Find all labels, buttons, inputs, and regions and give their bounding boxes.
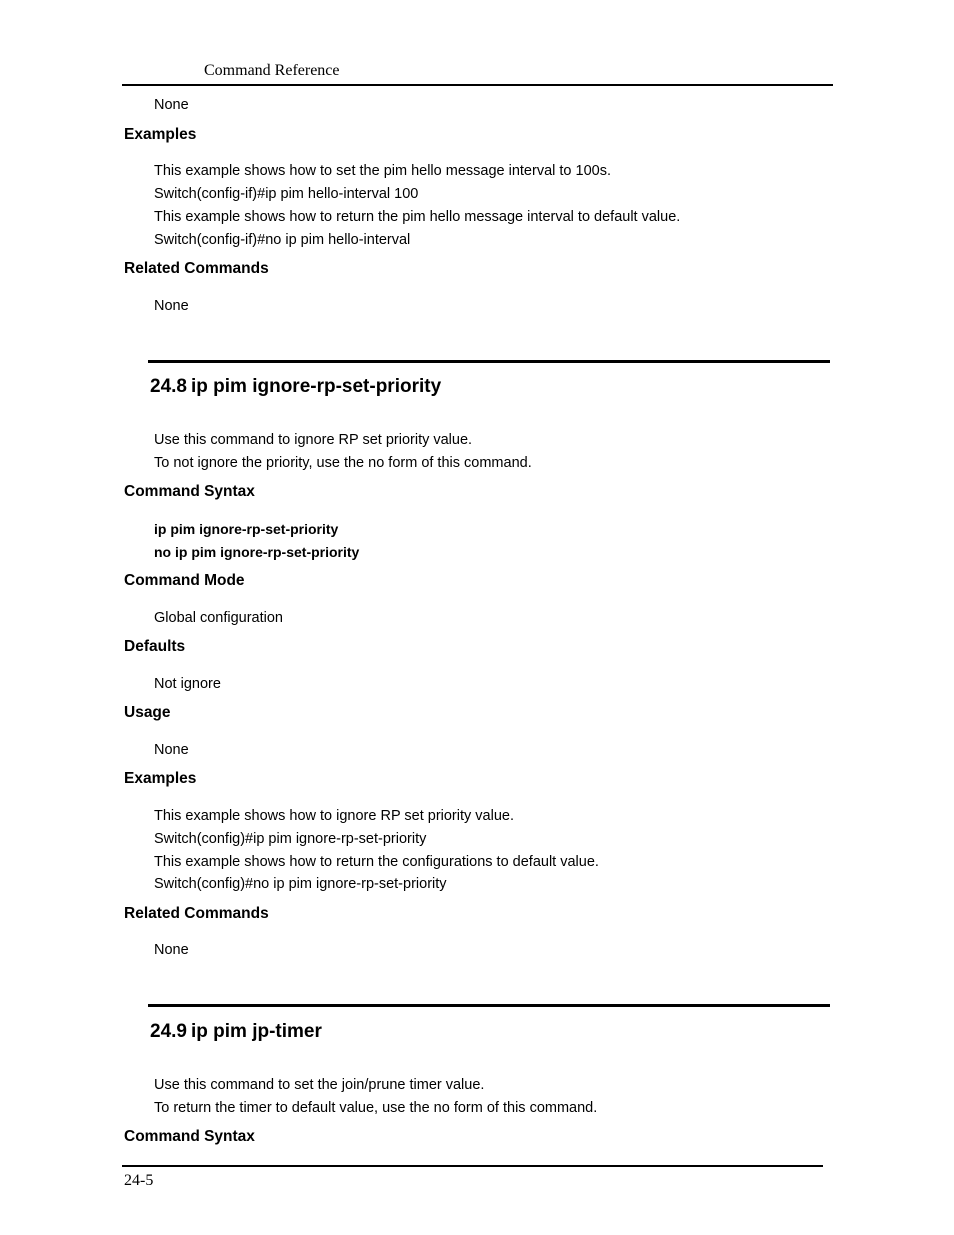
examples-heading: Examples <box>124 770 197 787</box>
related-commands-value: None <box>154 942 189 958</box>
syntax-line: ip pim ignore-rp-set-priority <box>154 521 339 537</box>
section-name: ip pim jp-timer <box>190 1021 322 1042</box>
section-title <box>150 1021 322 1043</box>
related-commands-value: None <box>154 298 189 314</box>
syntax-line: no ip pim ignore-rp-set-priority <box>154 544 360 560</box>
example-line: Switch(config)#no ip pim ignore-rp-set-priority <box>154 876 447 892</box>
section-title <box>150 376 441 398</box>
usage-heading: Usage <box>124 704 171 721</box>
example-line: This example shows how to return the configurations to default value. <box>154 854 599 870</box>
example-line: Switch(config)#ip pim ignore-rp-set-priority <box>154 831 427 847</box>
example-line: This example shows how to set the pim hello message interval to 100s. <box>154 163 611 179</box>
description-line: Use this command to set the join/prune timer value. <box>154 1077 485 1093</box>
defaults-heading: Defaults <box>124 638 186 655</box>
section-number: 24.8 <box>150 376 187 397</box>
page-number: 24-5 <box>124 1172 154 1189</box>
description-line: To not ignore the priority, use the no form of this command. <box>154 455 532 471</box>
section-name: ip pim ignore-rp-set-priority <box>190 376 442 397</box>
command-syntax-heading: Command Syntax <box>124 1128 255 1145</box>
description-line: Use this command to ignore RP set priority value. <box>154 432 473 448</box>
section-number: 24.9 <box>150 1021 187 1042</box>
header-rule <box>122 84 833 86</box>
related-commands-heading: Related Commands <box>124 905 269 922</box>
footer-rule <box>122 1165 823 1167</box>
section-rule <box>148 1004 830 1007</box>
usage-value: None <box>154 742 189 758</box>
running-header: Command Reference <box>204 62 340 79</box>
examples-heading: Examples <box>124 126 197 143</box>
example-line: Switch(config-if)#ip pim hello-interval 100 <box>154 186 419 202</box>
command-mode-heading: Command Mode <box>124 572 245 589</box>
command-mode-value: Global configuration <box>154 610 283 626</box>
example-line: This example shows how to return the pim hello message interval to default value. <box>154 209 681 225</box>
related-commands-heading: Related Commands <box>124 260 269 277</box>
example-line: This example shows how to ignore RP set priority value. <box>154 808 514 824</box>
section-rule <box>148 360 830 363</box>
usage-value: None <box>154 97 189 113</box>
defaults-value: Not ignore <box>154 676 221 692</box>
command-syntax-heading: Command Syntax <box>124 483 255 500</box>
description-line: To return the timer to default value, use the no form of this command. <box>154 1100 598 1116</box>
example-line: Switch(config-if)#no ip pim hello-interval <box>154 232 411 248</box>
